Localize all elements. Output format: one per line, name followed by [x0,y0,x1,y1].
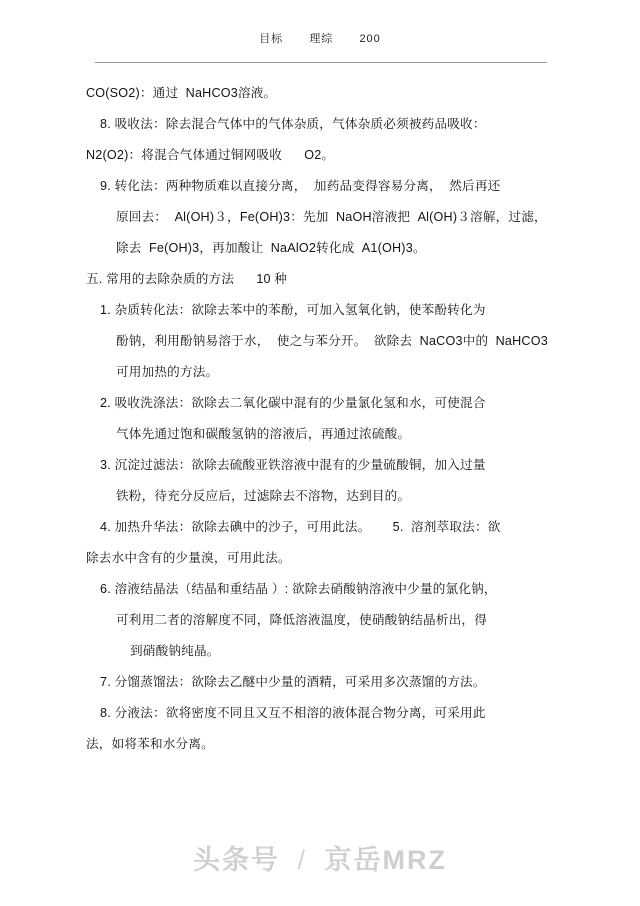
body-line: 7. 分馏蒸馏法：欲除去乙醚中少量的酒精，可采用多次蒸馏的方法。 [100,675,486,689]
body-line: 酚钠，利用酚钠易溶于水， 使之与苯分开。 欲除去 NaCO3中的 NaHCO3 [116,334,548,348]
header-right-label: 理综 [309,33,334,45]
body-line: 法，如将苯和水分离。 [86,737,214,751]
document-body [86,78,566,760]
header-divider [95,62,547,63]
watermark [0,838,640,877]
watermark-divider: / [297,845,308,875]
body-line: 可用加热的方法。 [116,365,219,379]
body-line: 气体先通过饱和碳酸氢钠的溶液后，再通过浓硫酸。 [116,427,411,441]
watermark-right-text: 京岳MRZ [324,845,448,875]
body-line: 到硝酸钠纯晶。 [130,644,220,658]
body-line: 铁粉，待充分反应后，过滤除去不溶物，达到目的。 [116,489,411,503]
body-line: N2(O2)：将混合气体通过铜网吸收 O2。 [86,148,335,162]
body-line: 1. 杂质转化法：欲除去苯中的苯酚，可加入氢氧化钠，使苯酚转化为 [100,303,486,317]
body-line: 8. 分液法：欲将密度不同且又互不相溶的液体混合物分离，可采用此 [100,706,486,720]
body-line: 除去水中含有的少量溴，可用此法。 [86,551,291,565]
body-line: 除去 Fe(OH)3，再加酸让 NaAlO2转化成 A1(OH)3。 [116,241,426,255]
body-line: 2. 吸收洗涤法：欲除去二氧化碳中混有的少量氯化氢和水，可使混合 [100,396,486,410]
body-line: 6. 溶液结晶法（结晶和重结晶 ）: 欲除去硝酸钠溶液中少量的氯化钠， [100,582,497,596]
header-left-label: 目标 [259,33,284,45]
body-line: CO(SO2)：通过 NaHCO3溶液。 [86,86,277,100]
body-line: 五. 常用的去除杂质的方法 10 种 [86,272,288,286]
body-line: 原回去： Al(OH)３，Fe(OH)3：先加 NaOH溶液把 Al(OH)３溶解，过滤， [116,210,547,224]
body-line: 3. 沉淀过滤法：欲除去硫酸亚铁溶液中混有的少量硫酸铜，加入过量 [100,458,486,472]
page-header [0,30,640,46]
watermark-left-text: 头条号 [192,845,280,875]
body-line: 可利用二者的溶解度不同，降低溶液温度，使硝酸钠结晶析出，得 [116,613,488,627]
body-line: 8. 吸收法：除去混合气体中的气体杂质，气体杂质必须被药品吸收： [100,117,486,131]
body-line: 9. 转化法：两种物质难以直接分离， 加药品变得容易分离， 然后再还 [100,179,501,193]
page-number: 200 [359,33,381,45]
body-line: 4. 加热升华法：欲除去碘中的沙子，可用此法。 5. 溶剂萃取法：欲 [100,520,501,534]
